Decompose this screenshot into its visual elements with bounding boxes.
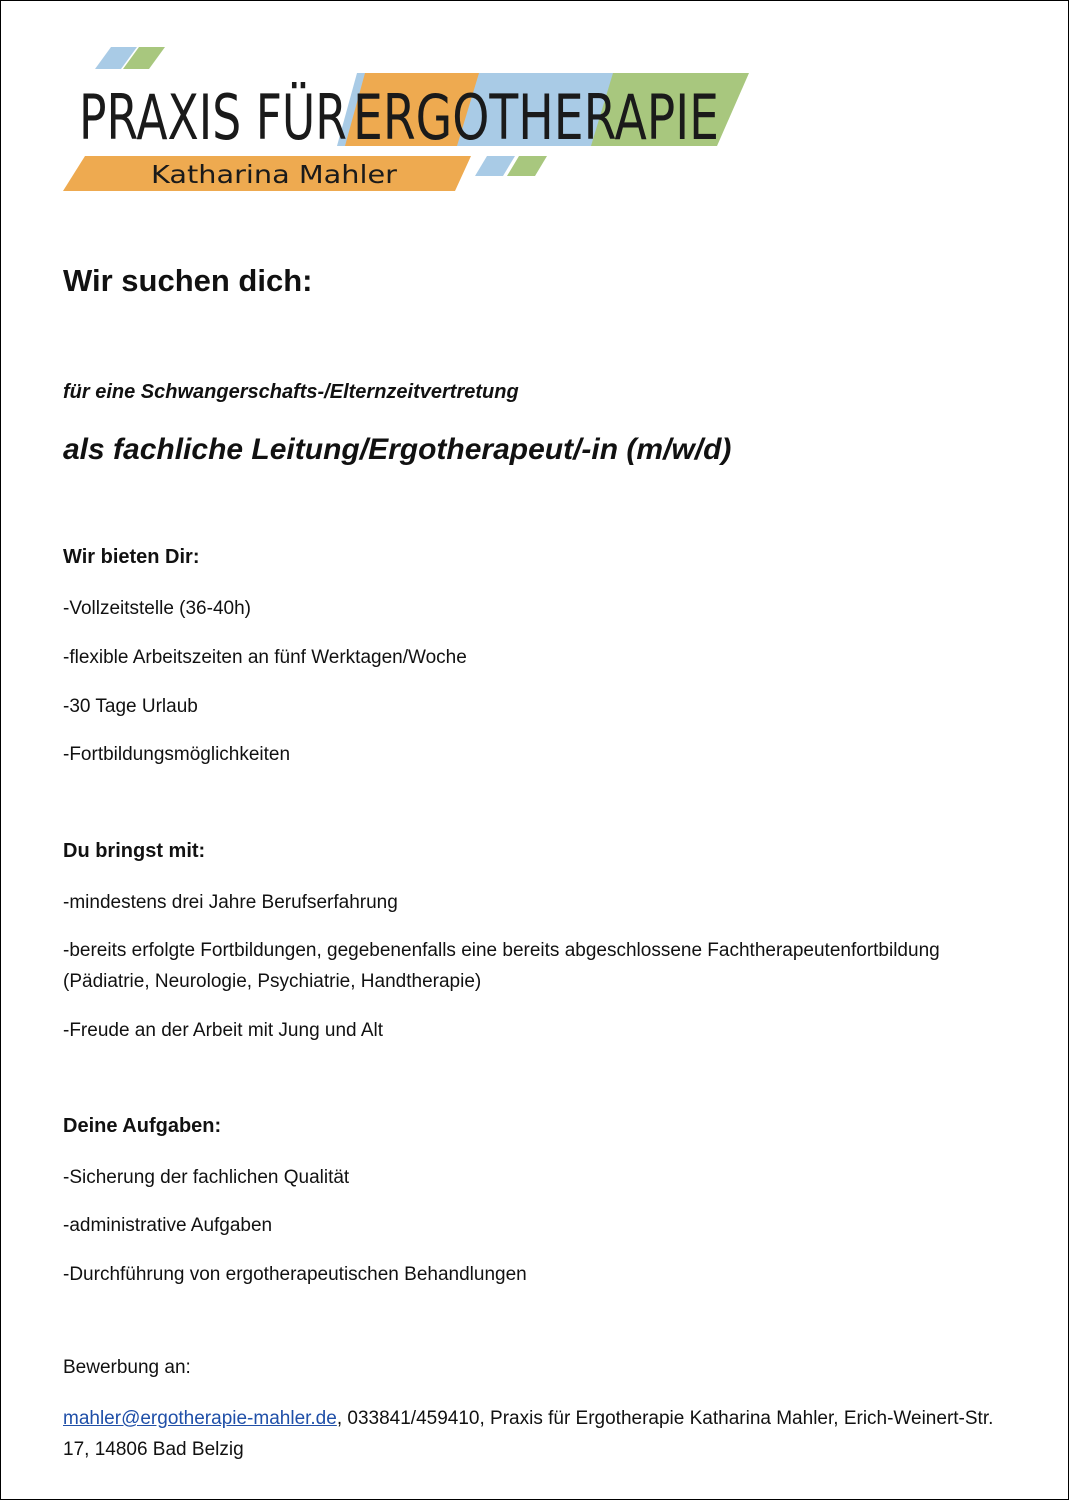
requirements-section-title: Du bringst mit: [63, 840, 206, 862]
task-item: -Durchführung von ergotherapeutischen Behandlungen [63, 1264, 527, 1285]
offer-section-title: Wir bieten Dir: [63, 546, 200, 568]
page-heading: Wir suchen dich: [63, 263, 313, 298]
logo-title-part1: PRAXIS FÜR [79, 81, 347, 154]
position-title: als fachliche Leitung/Ergotherapeut/-in (m/w/d) [63, 433, 732, 466]
offer-item: -Fortbildungsmöglichkeiten [63, 744, 291, 765]
contact-details: , 033841/459410, Praxis für Ergotherapie Katharina Mahler, Erich-Weinert-Str. 17, 14806 Bad Belzig [63, 1408, 994, 1460]
practice-logo [1, 1, 801, 211]
application-contact [63, 1403, 1023, 1465]
task-item: -Sicherung der fachlichen Qualität [63, 1167, 350, 1188]
logo-title-part2: ERGOTHERAPIE [353, 81, 719, 154]
requirement-item: -Freude an der Arbeit mit Jung und Alt [63, 1020, 384, 1041]
logo-owner-name: Katharina Mahler [151, 160, 398, 189]
position-subline: für eine Schwangerschafts-/Elternzeitvertretung [63, 381, 519, 403]
task-item: -administrative Aufgaben [63, 1215, 273, 1236]
offer-item: -Vollzeitstelle (36-40h) [63, 598, 251, 619]
requirement-item: -bereits erfolgte Fortbildungen, gegebenenfalls eine bereits abgeschlossene Fachtherapeutenfortbildung (Pädiatrie, Neurologie, Psychiatrie, Handtherapie) [63, 940, 940, 992]
application-label: Bewerbung an: [63, 1357, 191, 1378]
requirement-item: -mindestens drei Jahre Berufserfahrung [63, 892, 398, 913]
offer-item: -30 Tage Urlaub [63, 696, 198, 717]
email-link[interactable]: mahler@ergotherapie-mahler.de [63, 1408, 337, 1429]
offer-item: -flexible Arbeitszeiten an fünf Werktagen/Woche [63, 647, 467, 668]
tasks-section-title: Deine Aufgaben: [63, 1115, 222, 1137]
